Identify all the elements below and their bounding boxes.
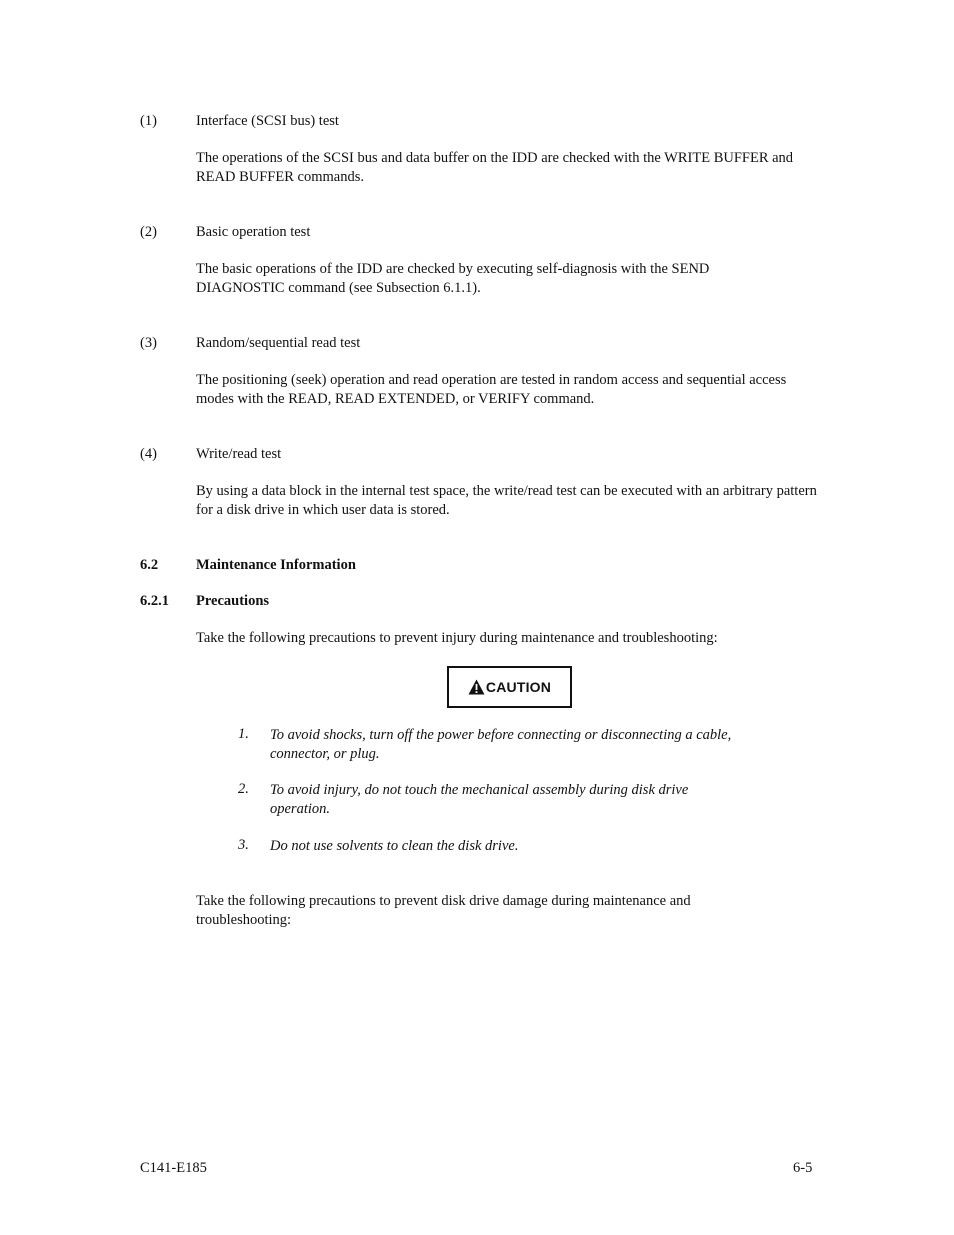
test-3-body: The positioning (seek) operation and read operation are tested in random access and sequential access modes with the READ, READ EXTENDED, or VERIFY command.: [196, 372, 787, 407]
test-3-title: Random/sequential read test: [196, 335, 361, 351]
caution-item-2-text: To avoid injury, do not touch the mechanical assembly during disk drive operation.: [270, 782, 689, 817]
closing-text: Take the following precautions to prevent disk drive damage during maintenance and troubleshooting:: [196, 893, 691, 928]
test-4-number: (4): [140, 446, 157, 462]
caution-item-2-number: 2.: [238, 781, 249, 797]
intro-text: Take the following precautions to prevent injury during maintenance and troubleshooting:: [196, 630, 718, 646]
subsection-title: Precautions: [196, 593, 270, 609]
test-3-number: (3): [140, 335, 157, 351]
test-1-title: Interface (SCSI bus) test: [196, 113, 339, 129]
test-4-body: By using a data block in the internal test space, the write/read test can be executed with an arbitrary pattern for a disk drive in which user data is stored.: [196, 483, 817, 518]
caution-label: CAUTION: [485, 679, 552, 695]
footer-page-number: 6-5: [793, 1160, 813, 1176]
test-2-body: The basic operations of the IDD are checked by executing self-diagnosis with the SEND DIAGNOSTIC command (see Subsection 6.1.1).: [196, 261, 710, 296]
section-number: 6.2: [140, 557, 159, 573]
test-4-title: Write/read test: [196, 446, 282, 462]
test-1-number: (1): [140, 113, 157, 129]
warning-triangle-icon: [468, 679, 485, 695]
footer-doc-id: C141-E185: [140, 1160, 207, 1176]
test-2-number: (2): [140, 224, 157, 240]
caution-item-3-text: Do not use solvents to clean the disk drive.: [270, 838, 519, 854]
caution-item-3-number: 3.: [238, 837, 249, 853]
test-1-body: The operations of the SCSI bus and data buffer on the IDD are checked with the WRITE BUFFER and READ BUFFER commands.: [196, 150, 794, 185]
subsection-number: 6.2.1: [140, 593, 169, 609]
test-2-title: Basic operation test: [196, 224, 311, 240]
section-title: Maintenance Information: [196, 557, 356, 573]
caution-box: [447, 666, 572, 708]
caution-item-1-text: To avoid shocks, turn off the power before connecting or disconnecting a cable, connector, or plug.: [270, 727, 732, 762]
caution-item-1-number: 1.: [238, 726, 249, 742]
caution-heading: [468, 679, 551, 695]
